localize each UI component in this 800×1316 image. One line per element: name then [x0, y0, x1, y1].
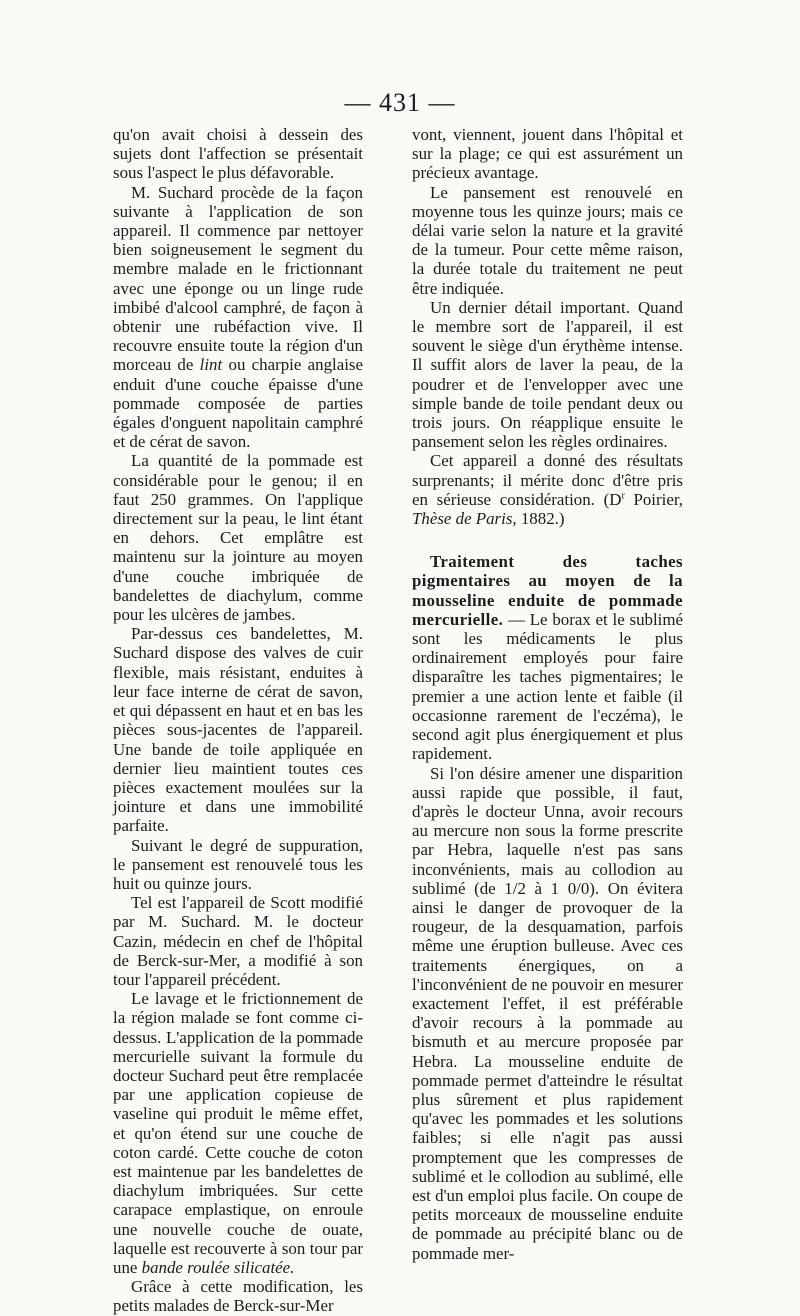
paragraph: Par-dessus ces bandelettes, M. Suchard dispose des valves de cuir flexible, mais résistant, enduites à leur face interne de cérat de savon, et qui dépassent en haut et en bas les pièces sous-jacentes de l'appareil. Une bande de toile appliquée en dernier lieu maintient toutes ces pièces exactement moulées sur la jointure et dans une immobilité parfaite. — [113, 624, 363, 836]
paragraph — [113, 183, 363, 452]
paragraph: Un dernier détail important. Quand le membre sort de l'appareil, il est souvent le siège d'un érythème intense. Il suffit alors de laver la peau, de la poudrer et de l'envelopper avec une simple bande de toile pendant deux ou trois jours. On réapplique ensuite le pansement selon les règles ordinaires. — [412, 297, 683, 452]
paragraph — [113, 989, 363, 1277]
right-column — [412, 125, 683, 1263]
citation-sup: r — [621, 490, 625, 502]
lint-word: lint — [199, 355, 223, 375]
section-dash: — — [503, 609, 530, 629]
paragraph-text: M. Suchard procède de la façon suivante à l'application de son appareil. Il commence par nettoyer bien soigneusement le segment du membre malade en le frictionnant avec une éponge ou un linge rude imbibé d'alcool camphré, de façon à obtenir une rubéfaction vive. Il recouvre ensuite toute la région d'un morceau de — [113, 182, 363, 375]
paragraph-text: Le lavage et le frictionnement de la région malade se font comme ci-dessus. L'application de la pommade mercurielle suivant la formule du docteur Suchard peut être remplacée par une application copieuse de vaseline qui produit le même effet, et qu'on étend sur une couche de coton cardé. Cette couche de coton est maintenue par les bandelettes de diachylum imbriquées. Sur cette carapace emplastique, on enroule une nouvelle couche de ouate, laquelle est recouverte à son tour par une — [113, 989, 363, 1277]
paragraph-text: ou charpie anglaise enduit d'une couche épaisse d'une pommade composée de parties égales d'onguent napolitain camphré et de cérat de savon. — [113, 355, 363, 452]
citation-year: 1882.) — [520, 509, 565, 529]
paragraph: Tel est l'appareil de Scott modifié par M. Suchard. M. le docteur Cazin, médecin en chef de l'hôpital de Berck-sur-Mer, a modifié à son tour l'appareil précédent. — [113, 893, 363, 989]
paragraph: Grâce à cette modification, les petits malades de Berck-sur-Mer — [113, 1277, 363, 1316]
citation-author: Poirier, — [633, 489, 683, 509]
left-column — [113, 125, 363, 1316]
paragraph: Si l'on désire amener une disparition aussi rapide que possible, il faut, d'après le docteur Unna, avoir recours au mercure non sous la forme prescrite par Hebra, laquelle n'est pas sans inconvénients, mais au collodion au sublimé (de 1/2 à 1 0/0). On évitera ainsi le danger de provoquer de la rougeur, de la desquamation, parfois même une éruption bulleuse. Avec ces traitements énergiques, on a l'inconvénient de ne pouvoir en mesurer exactement l'effet, il est préférable d'avoir recours à la pommade au bismuth et au mercure proposée par Hebra. La mousseline enduite de pommade permet d'atteindre le résultat plus sûrement et plus rapidement qu'avec les pommades et les solutions faibles; si elle n'agit pas aussi promptement que les compresses de sublimé et le collodion au sublimé, elle est d'un emploi plus facile. On coupe de petits morceaux de mousseline enduite de pommade au précipité blanc ou de pommade mer- — [412, 763, 683, 1263]
page-number: — 431 — — [344, 88, 456, 117]
section-paragraph — [412, 552, 683, 763]
paragraph-text: Le borax et le sublimé sont les médicaments le plus ordinairement employés pour faire disparaître les taches pigmentaires; le premier a une action lente et faible (il occasionne rarement de l'eczéma), le second agit plus énergiquement et plus rapidement. — [412, 609, 683, 764]
paragraph — [412, 451, 683, 528]
paragraph-text: Cet appareil a donné des résultats surprenants; il mérite donc d'être pris en sérieuse considération. — [412, 451, 683, 509]
citation-title: Thèse de Paris, — [412, 509, 517, 529]
paragraph: Suivant le degré de suppuration, le pansement est renouvelé tous les huit ou quinze jours. — [113, 835, 363, 893]
section-heading: Traitement des taches pigmentaires au moyen de la mousseline enduite de pommade mercurielle. — [412, 552, 683, 629]
citation-prefix: (D — [603, 489, 622, 509]
bande-roulee: bande roulée silicatée. — [141, 1257, 295, 1277]
paragraph: Le pansement est renouvelé en moyenne tous les quinze jours; mais ce délai varie selon la nature et la gravité de la tumeur. Pour cette même raison, la durée totale du traitement ne peut être indiquée. — [412, 182, 683, 298]
paragraph: La quantité de la pommade est considérable pour le genou; il en faut 250 grammes. On l'applique directement sur la peau, le lint étant en dehors. Cet emplâtre est maintenu sur la jointure au moyen d'une couche imbriquée de bandelettes de diachylum, comme pour les ulcères de jambes. — [113, 451, 363, 625]
paragraph: qu'on avait choisi à dessein des sujets dont l'affection se présentait sous l'aspect le plus défavorable. — [113, 125, 363, 183]
paragraph: vont, viennent, jouent dans l'hôpital et sur la plage; ce qui est assurément un précieux avantage. — [412, 125, 683, 183]
